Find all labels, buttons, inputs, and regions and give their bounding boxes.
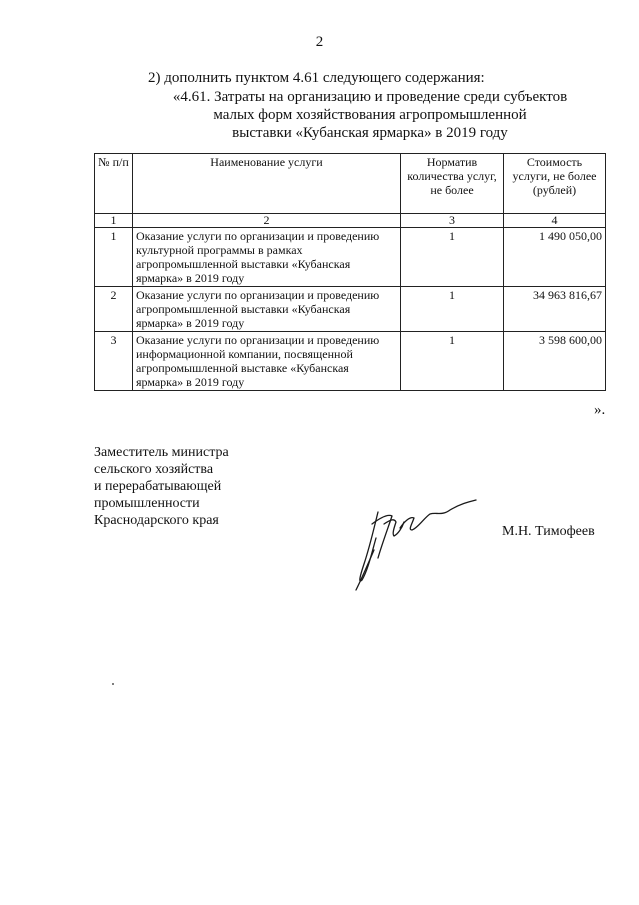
column-index: 3 xyxy=(401,214,504,228)
row-num: 1 xyxy=(95,228,133,287)
signer-title-line: Краснодарского края xyxy=(94,513,219,528)
table-row xyxy=(95,332,606,391)
row-service-name: Оказание услуги по организации и проведению агропромышленной выставки «Кубанская ярмарка» в 2019 году xyxy=(133,287,401,332)
signer-title xyxy=(94,444,229,529)
table-row xyxy=(95,287,606,332)
header-norm: Норматив количества услуг, не более xyxy=(401,154,504,214)
row-cost: 34 963 816,67 xyxy=(504,287,606,332)
row-norm: 1 xyxy=(401,287,504,332)
scan-speck xyxy=(112,683,114,685)
table-header-row xyxy=(95,154,606,214)
services-table xyxy=(94,153,606,391)
header-num: № п/п xyxy=(95,154,133,214)
signer-title-line: Заместитель министра xyxy=(94,445,229,460)
amendment-intro: 2) дополнить пунктом 4.61 следующего содержания: xyxy=(148,70,485,86)
signer-title-line: промышленности xyxy=(94,496,200,511)
header-name: Наименование услуги xyxy=(133,154,401,214)
header-cost: Стоимость услуги, не более (рублей) xyxy=(504,154,606,214)
page-number: 2 xyxy=(315,34,324,50)
handwritten-signature xyxy=(348,494,478,594)
row-num: 2 xyxy=(95,287,133,332)
column-index: 1 xyxy=(95,214,133,228)
column-index: 4 xyxy=(504,214,606,228)
signer-title-line: и перерабатывающей xyxy=(94,479,222,494)
heading-line-1: «4.61. Затраты на организацию и проведение среди субъектов xyxy=(172,89,568,105)
heading-line-2: малых форм хозяйствования агропромышленной xyxy=(213,107,527,123)
row-service-name: Оказание услуги по организации и проведению культурной программы в рамках агропромышленной выставки «Кубанская ярмарка» в 2019 году xyxy=(133,228,401,287)
row-service-name: Оказание услуги по организации и проведению информационной компании, посвященной агропромышленной выставке «Кубанская ярмарка» в 2019 году xyxy=(133,332,401,391)
row-cost: 3 598 600,00 xyxy=(504,332,606,391)
signer-name: М.Н. Тимофеев xyxy=(502,524,595,539)
signer-title-line: сельского хозяйства xyxy=(94,462,214,477)
row-num: 3 xyxy=(95,332,133,391)
row-cost: 1 490 050,00 xyxy=(504,228,606,287)
closing-quote: ». xyxy=(594,402,606,418)
column-index: 2 xyxy=(133,214,401,228)
heading-line-3: выставки «Кубанская ярмарка» в 2019 году xyxy=(232,125,508,141)
row-norm: 1 xyxy=(401,332,504,391)
column-index-row xyxy=(95,214,606,228)
table-row xyxy=(95,228,606,287)
row-norm: 1 xyxy=(401,228,504,287)
section-heading xyxy=(150,88,590,142)
